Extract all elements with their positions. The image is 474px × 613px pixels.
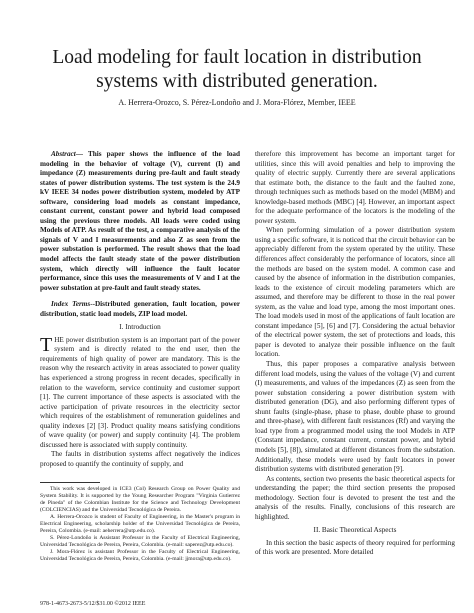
index-terms xyxy=(40,300,240,319)
copyright-line: 978-1-4673-2673-5/12/$31.00 ©2012 IEEE xyxy=(40,601,146,607)
section-heading-theory: II. Basic Theoretical Aspects xyxy=(313,526,397,535)
body-paragraph-3: Thus, this paper proposes a comparative analysis between different load models, using the values of the voltage (V) and current (I) measurements, and values of the impedances (Z) as seen from the power substation considering a power distribution system with distributed generation (DG), and also performing different types of shunt faults (single-phase, phase to phase, double phase to ground and three-phase), with different fault resistances (Rf) and varying the load type from a programmed model using the tool Models in ATP (Constant impedance, constant current, constant power, and hybrid models [5], [8]), simulated at different distances from the substation. Additionally, these models were used by fault locators in power distribution systems with distributed generation [9]. xyxy=(255,360,455,474)
footnote-author-2: S. Pérez-Londoño is Assistant Professor in the Faculty of Electrical Engineering, Universidad Tecnológica de Pereira, Pereira, Colombia. (e-mail: saperez@utp.edu.co). xyxy=(40,535,240,549)
section-heading-introduction: I. Introduction xyxy=(119,323,161,332)
body-paragraph-4: As contents, section two presents the basic theoretical aspects for understanding the paper; the third section presents the proposed methodology. Section four is devoted to present the test and the analysis of the results. Finally, conclusions of this research are highlighted. xyxy=(255,474,455,521)
footnote-funding: This work was developed in ICE3 (Col) Research Group on Power Quality and System Stability. It is supported by the Young Researcher Program "Virginia Gutierrez de Pineda" of the Colombian Institute for the Science and Technology Development (COLCIENCIAS) and the Universidad Tecnológica de Pereira. xyxy=(40,485,240,513)
paper-title: Load modeling for fault location in distribution systems with distributed generation. xyxy=(52,47,422,92)
body-paragraph-2: When performing simulation of a power distribution system using a specific software, it is noticed that the circuit behavior can be appreciably different from the system operated by the utility. These differences affect considerably the performance of locators, since all the methods are based on the system model. A common case and caused by the absence of information in the distribution companies, leads to the existence of circuit modeling parameters which are assumed, and therefore may be different to those in the real power system, as the value and load type, among the most important ones. The load models used in most of the applications of fault location are constant impedance [5], [6] and [7]. Considering the actual behavior of the electrical power system, the set of protections and loads, this paper is devoted to analyze their possible influence on the fault location. xyxy=(255,226,455,359)
intro-paragraph-2: The faults in distribution systems affect negatively the indices proposed to quantify the continuity of supply, and xyxy=(40,450,240,468)
body-paragraph-5: In this section the basic aspects of theory required for performing of this work are presented. More detailed xyxy=(255,538,455,557)
index-terms-label: Index Terms xyxy=(51,300,91,309)
intro-paragraph-1 xyxy=(40,333,240,451)
abstract-label: Abstract xyxy=(51,150,76,158)
abstract xyxy=(40,150,240,293)
index-terms-text: --Distributed generation, fault location, power distribution, static load models, ZIP load model. xyxy=(40,300,241,318)
intro-paragraph-1-text: HE power distribution system is an important part of the power system and is directly related to the end user, then the requirements of high quality of power are mandatory. This is the reason why the research activity in areas associated to power quality has experienced a strong progress in recent decades, specifically in relation to the waveform, service continuity and customer support [1]. The current importance of these aspects is associated with the active participation of private resources in the electricity sector which requires of the establishment of remuneration guidelines and quality indexes [2] [3]. Product quality means satisfying conditions of wave quality (or power) and supply continuity [4]. The problem discussed here is associated with supply continuity. xyxy=(40,335,240,449)
drop-cap: T xyxy=(40,333,53,356)
right-column xyxy=(255,150,455,558)
body-paragraph-1: therefore this improvement has become an important target for utilities, since this will avoid penalties and help to improving the quality of electric supply. Currently there are several applications that estimate both, the distance to the fault and the faulted zone, through techniques such as methods based on the model (MBM) and knowledge-based methods (MBC) [4]. However, an important aspect for the adequate performance of the locators is the modeling of the power system. xyxy=(255,150,455,225)
footnote-author-3: J. Mora-Flórez is assistant Professor in the Faculty of Electrical Engineering, Universidad Tecnológica de Pereira, Pereira, Colombia. (e-mail: jjmora@utp.edu.co). xyxy=(40,549,240,563)
left-column xyxy=(40,150,240,564)
footnote-rule xyxy=(40,482,100,483)
abstract-text: — This paper shows the influence of the load modeling in the behavior of voltage (V), current (I) and impedance (Z) measurements during pre-fault and fault steady states of power distribution systems. The test system is the 24.9 kV IEEE 34 nodes power distribution system, modeled by ATP software, considering load models as constant impedance, constant current, constant power and hybrid load composed using the previous three models. All loads were coded using Models of ATP. As result of the test, a comparative analysis of the signals of V and I measurements and also Z as seen from the power substation is performed. The result shows that the load model affects the fault steady state of the power distribution system, which directly will influence the fault locator performance, since this uses the measurements of V and I at the power substation at pre-fault and fault steady states. xyxy=(40,150,240,292)
footnote-author-1: A. Herrera-Orozco is student of Faculty of Engineering, in the Master's program in Electrical Engineering, scholarship holder of the Universidad Tecnológica de Pereira, Pereira, Colombia. (e-mail: aeherrera@utp.edu.co). xyxy=(40,513,240,535)
author-line: A. Herrera-Orozco, S. Pérez-Londoño and J. Mora-Flórez, Member, IEEE xyxy=(118,98,356,107)
